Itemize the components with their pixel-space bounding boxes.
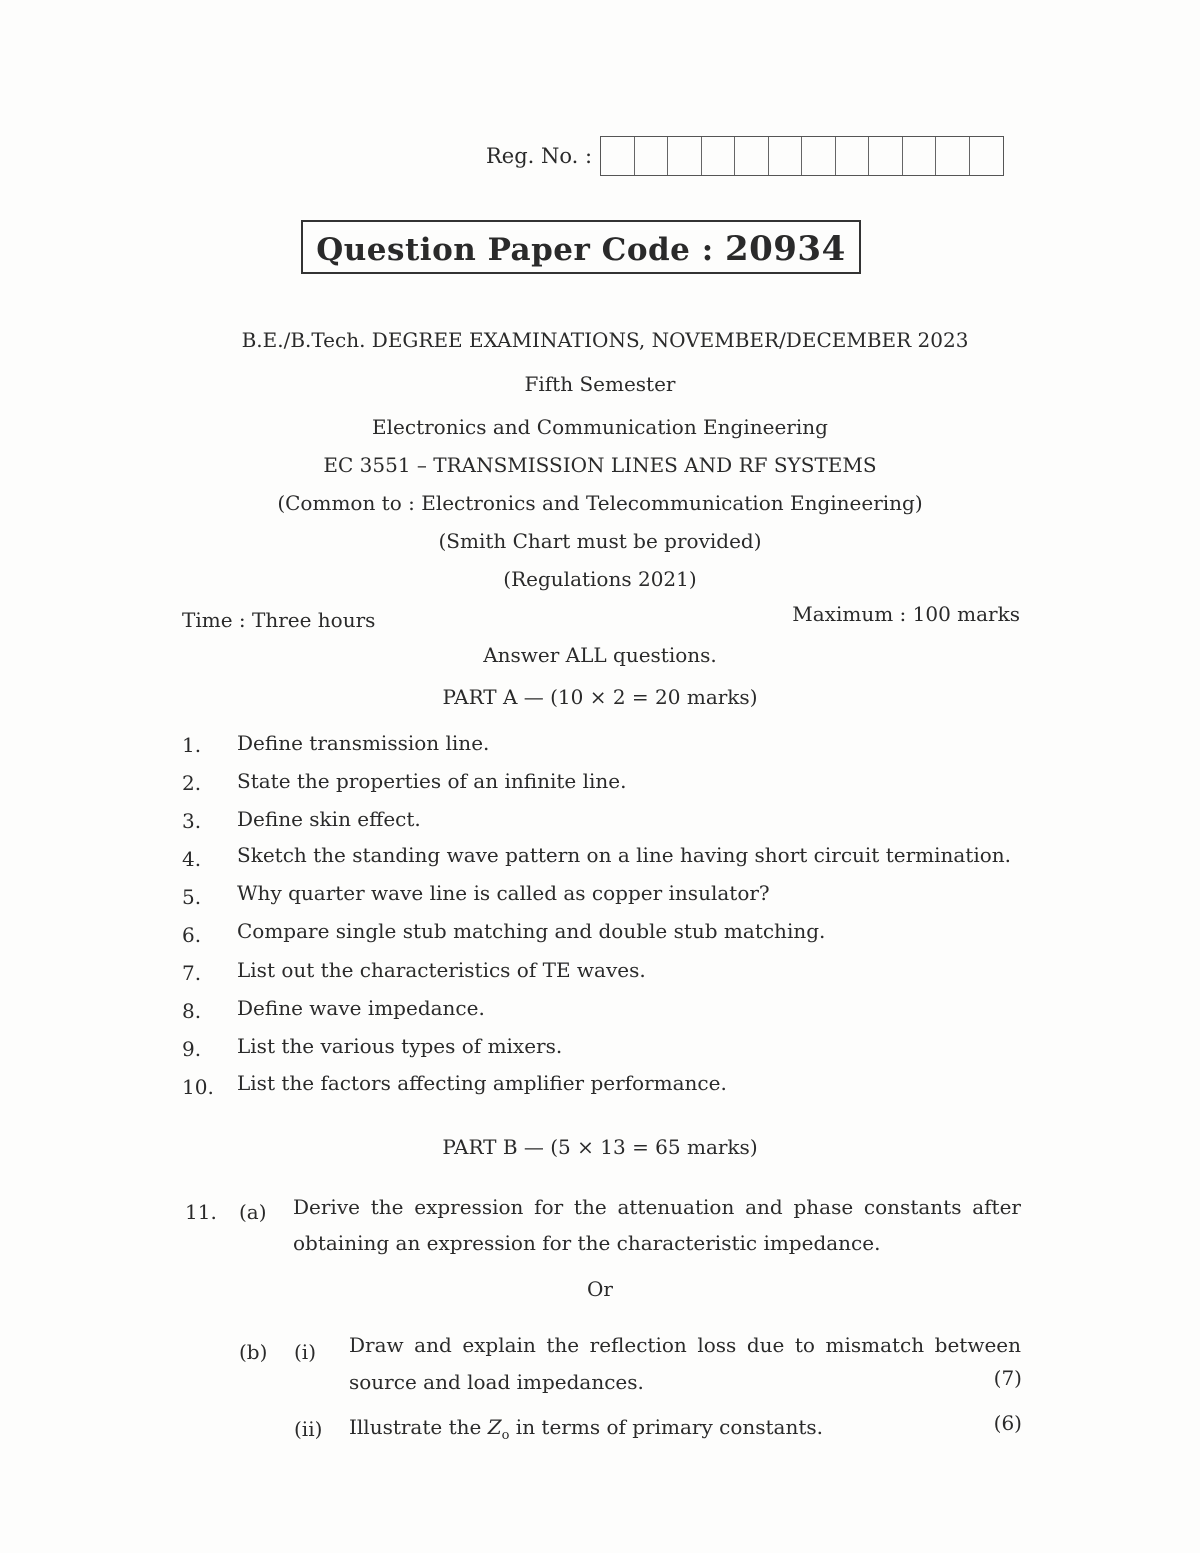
math-subscript: o	[501, 1428, 510, 1443]
question-number: 3.	[182, 809, 202, 833]
question-paper-code	[301, 220, 861, 274]
marks: (7)	[993, 1366, 1022, 1390]
question-text	[349, 1415, 823, 1443]
maximum-marks: Maximum : 100 marks	[792, 602, 1020, 626]
question-number: 6.	[182, 923, 202, 947]
reg-box	[635, 137, 669, 175]
qpc-label: Question Paper Code :	[316, 232, 725, 268]
question-text: Define skin effect.	[237, 807, 421, 831]
reg-box	[836, 137, 870, 175]
part-b-title: PART B — (5 × 13 = 65 marks)	[442, 1135, 758, 1159]
question-number: 10.	[182, 1075, 214, 1099]
question-text: Draw and explain the reflection loss due to mismatch between	[349, 1333, 1021, 1357]
sub-part-label: (ii)	[294, 1417, 323, 1441]
reg-box	[735, 137, 769, 175]
question-text: Derive the expression for the attenuation and phase constants after	[293, 1195, 1021, 1219]
reg-box	[936, 137, 970, 175]
semester: Fifth Semester	[524, 372, 676, 396]
instruction: Answer ALL questions.	[483, 643, 717, 667]
text-segment: Illustrate the	[349, 1415, 488, 1439]
question-text: obtaining an expression for the characteristic impedance.	[293, 1231, 881, 1255]
question-text: source and load impedances.	[349, 1370, 644, 1394]
reg-box	[668, 137, 702, 175]
reg-box	[702, 137, 736, 175]
sub-question-label: (a)	[239, 1200, 267, 1224]
question-text: List out the characteristics of TE waves.	[237, 958, 646, 982]
reg-no-label: Reg. No. :	[486, 144, 593, 168]
marks: (6)	[993, 1411, 1022, 1435]
reg-box	[903, 137, 937, 175]
reg-box	[970, 137, 1004, 175]
question-text: Sketch the standing wave pattern on a line having short circuit termination.	[237, 843, 1012, 867]
question-number: 8.	[182, 999, 202, 1023]
question-text: State the properties of an infinite line.	[237, 769, 627, 793]
question-number: 5.	[182, 885, 202, 909]
reg-box	[869, 137, 903, 175]
reg-box	[802, 137, 836, 175]
exam-note: (Smith Chart must be provided)	[438, 529, 762, 553]
text-segment: in terms of primary constants.	[509, 1415, 824, 1439]
regulations: (Regulations 2021)	[503, 567, 697, 591]
time-allowed: Time : Three hours	[182, 608, 376, 632]
question-text: Define wave impedance.	[237, 996, 485, 1020]
part-a-title: PART A — (10 × 2 = 20 marks)	[442, 685, 758, 709]
degree-line: B.E./B.Tech. DEGREE EXAMINATIONS, NOVEMBER/DECEMBER 2023	[241, 328, 969, 352]
math-variable: Z	[487, 1415, 502, 1439]
question-number: 4.	[182, 847, 202, 871]
question-number: 1.	[182, 733, 202, 757]
question-text: Define transmission line.	[237, 731, 490, 755]
reg-no-boxes	[600, 136, 1004, 176]
question-number: 9.	[182, 1037, 202, 1061]
sub-part-label: (i)	[294, 1340, 317, 1364]
reg-box	[769, 137, 803, 175]
question-text: Compare single stub matching and double stub matching.	[237, 919, 826, 943]
reg-box	[601, 137, 635, 175]
question-number: 7.	[182, 961, 202, 985]
sub-question-label: (b)	[239, 1340, 268, 1364]
qpc-code: 20934	[724, 229, 846, 269]
question-text: List the factors affecting amplifier performance.	[237, 1071, 727, 1095]
question-text: List the various types of mixers.	[237, 1034, 563, 1058]
department: Electronics and Communication Engineering	[372, 415, 828, 439]
question-number: 2.	[182, 771, 202, 795]
question-number: 11.	[185, 1200, 217, 1224]
course-title: EC 3551 – TRANSMISSION LINES AND RF SYSTEMS	[323, 453, 877, 477]
or-separator: Or	[587, 1277, 613, 1301]
common-to: (Common to : Electronics and Telecommunication Engineering)	[277, 491, 923, 515]
question-text: Why quarter wave line is called as copper insulator?	[237, 881, 770, 905]
